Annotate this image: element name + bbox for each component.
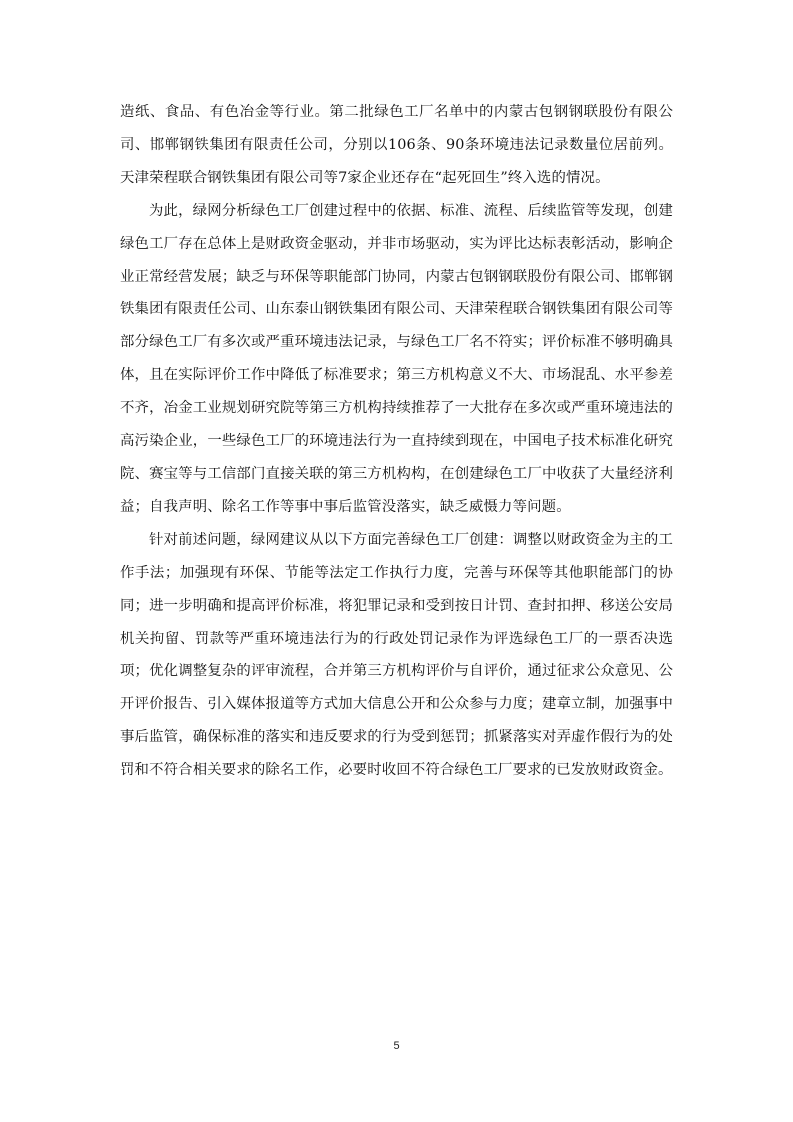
page-number: 5 — [393, 1040, 400, 1052]
paragraph-continuation: 造纸、食品、有色冶金等行业。第二批绿色工厂名单中的内蒙古包钢钢联股份有限公司、邯郸钢铁集团有限责任公司，分别以106条、90条环境违法记录数量位居前列。天津荣程联合钢铁集团有限公司等7家企业还存在“起死回生”终入选的情况。 — [120, 104, 673, 186]
paragraph-problems: 为此，绿网分析绿色工厂创建过程中的依据、标准、流程、后续监管等发现，创建绿色工厂存在总体上是财政资金驱动，并非市场驱动，实为评比达标表彰活动，影响企业正常经营发展；缺乏与环保等职能部门协同，内蒙古包钢钢联股份有限公司、邯郸钢铁集团有限责任公司、山东泰山钢铁集团有限公司、天津荣程联合钢铁集团有限公司等部分绿色工厂有多次或严重环境违法记录，与绿色工厂名不符实；评价标准不够明确具体，且在实际评价工作中降低了标准要求；第三方机构意义不大、市场混乱、水平参差不齐，冶金工业规划研究院等第三方机构持续推荐了一大批存在多次或严重环境违法的高污染企业，一些绿色工厂的环境违法行为一直持续到现在，中国电子技术标准化研究院、赛宝等与工信部门直接关联的第三方机构构，在创建绿色工厂中收获了大量经济利益；自我声明、除名工作等事中事后监管没落实，缺乏威慑力等问题。 — [120, 202, 673, 515]
paragraph-recommendations: 针对前述问题，绿网建议从以下方面完善绿色工厂创建：调整以财政资金为主的工作手法；加强现有环保、节能等法定工作执行力度，完善与环保等其他职能部门的协同；进一步明确和提高评价标准，将犯罪记录和受到按日计罚、查封扣押、移送公安局机关拘留、罚款等严重环境违法行为的行政处罚记录作为评选绿色工厂的一票否决选项；优化调整复杂的评审流程，合并第三方机构评价与自评价，通过征求公众意见、公开评价报告、引入媒体报道等方式加大信息公开和公众参与力度；建章立制，加强事中事后监管，确保标准的落实和违反要求的行为受到惩罚；抓紧落实对弄虚作假行为的处罚和不符合相关要求的除名工作，必要时收回不符合绿色工厂要求的已发放财政资金。 — [120, 531, 673, 779]
body-text — [120, 96, 673, 787]
